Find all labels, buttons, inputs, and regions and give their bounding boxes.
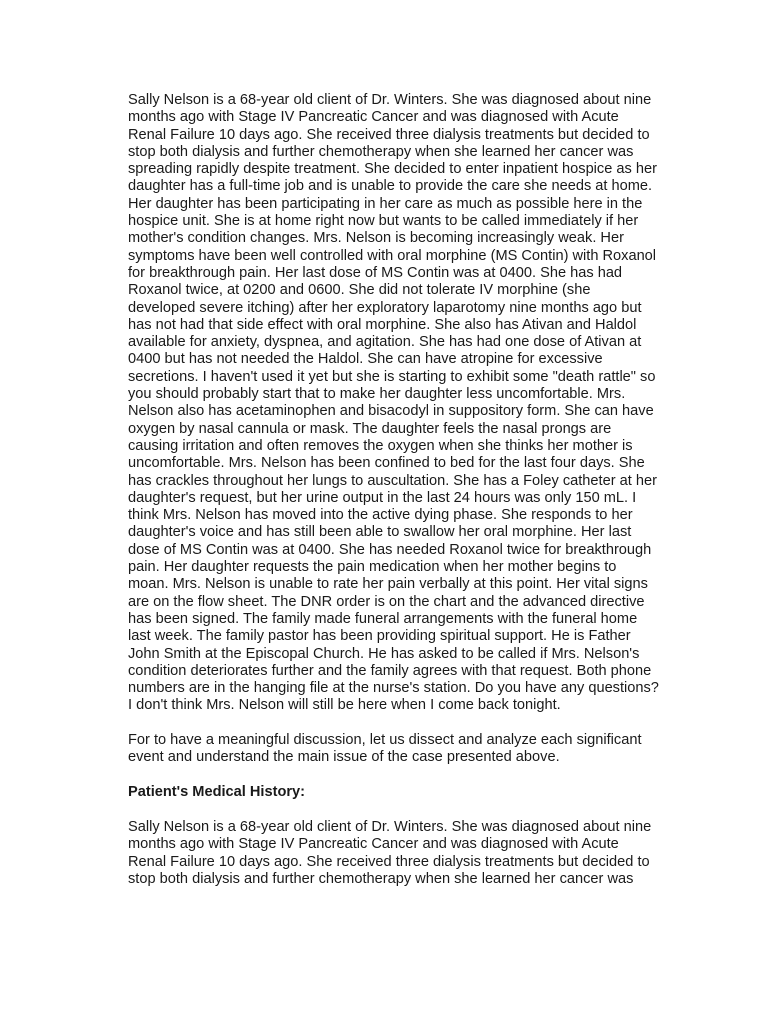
- text-line: John Smith at the Episcopal Church. He has asked to be called if Mrs. Nelson's: [128, 645, 640, 662]
- heading-text: Patient's Medical History:: [128, 784, 306, 801]
- text-line: I don't think Mrs. Nelson will still be here when I come back tonight.: [128, 697, 561, 714]
- text-line: Roxanol twice, at 0200 and 0600. She did not tolerate IV morphine (she: [128, 282, 591, 299]
- text-line: Nelson also has acetaminophen and bisacodyl in suppository form. She can have: [128, 403, 654, 420]
- text-line: daughter's voice and has still been able to swallow her oral morphine. Her last: [128, 524, 632, 541]
- text-line: hospice unit. She is at home right now but wants to be called immediately if her: [128, 213, 639, 230]
- text-line: has been signed. The family made funeral arrangements with the funeral home: [128, 610, 638, 627]
- text-line: secretions. I haven't used it yet but she is starting to exhibit some "death rattle" so: [128, 368, 656, 385]
- text-line: stop both dialysis and further chemotherapy when she learned her cancer was: [128, 143, 634, 160]
- section-heading-medical-history: [128, 784, 656, 801]
- text-line: event and understand the main issue of the case presented above.: [128, 749, 560, 766]
- text-line: pain. Her daughter requests the pain medication when her mother begins to: [128, 559, 617, 576]
- paragraph-gap: [128, 802, 656, 820]
- text-line: you should probably start that to make her daughter less uncomfortable. Mrs.: [128, 386, 626, 403]
- paragraph-gap: [128, 715, 656, 733]
- text-line: stop both dialysis and further chemotherapy when she learned her cancer was: [128, 870, 634, 887]
- history-paragraph: [128, 819, 656, 888]
- text-line: numbers are in the hanging file at the nurse's station. Do you have any questions?: [128, 680, 659, 697]
- text-line: condition deteriorates further and the family agrees with that request. Both phone: [128, 662, 652, 679]
- text-line: symptoms have been well controlled with oral morphine (MS Contin) with Roxanol: [128, 247, 657, 264]
- text-line: For to have a meaningful discussion, let us dissect and analyze each significant: [128, 732, 642, 749]
- text-line: moan. Mrs. Nelson is unable to rate her pain verbally at this point. Her vital signs: [128, 576, 648, 593]
- text-line: Her daughter has been participating in her care as much as possible here in the: [128, 195, 643, 212]
- document-page: [128, 92, 659, 888]
- text-line: has not had that side effect with oral morphine. She also has Ativan and Haldol: [128, 316, 637, 333]
- text-line: think Mrs. Nelson has moved into the active dying phase. She responds to her: [128, 507, 633, 524]
- text-line: months ago with Stage IV Pancreatic Cancer and was diagnosed with Acute: [128, 109, 619, 126]
- text-line: developed severe itching) after her exploratory laparotomy nine months ago but: [128, 299, 642, 316]
- text-line: months ago with Stage IV Pancreatic Cancer and was diagnosed with Acute: [128, 836, 619, 853]
- text-line: mother's condition changes. Mrs. Nelson is becoming increasingly weak. Her: [128, 230, 624, 247]
- text-line: Renal Failure 10 days ago. She received three dialysis treatments but decided to: [128, 126, 650, 143]
- case-paragraph: [128, 92, 659, 715]
- text-line: uncomfortable. Mrs. Nelson has been confined to bed for the last four days. She: [128, 455, 645, 472]
- text-line: spreading rapidly despite treatment. She decided to enter inpatient hospice as her: [128, 161, 657, 178]
- text-line: daughter has a full-time job and is unable to provide the care she needs at home.: [128, 178, 653, 195]
- text-line: daughter's request, but her urine output in the last 24 hours was only 150 mL. I: [128, 489, 637, 506]
- text-line: last week. The family pastor has been providing spiritual support. He is Father: [128, 628, 631, 645]
- discussion-paragraph: [128, 732, 656, 767]
- text-line: oxygen by nasal cannula or mask. The daughter feels the nasal prongs are: [128, 420, 612, 437]
- paragraph-gap: [128, 767, 656, 785]
- text-line: dose of MS Contin was at 0400. She has needed Roxanol twice for breakthrough: [128, 541, 652, 558]
- text-line: causing irritation and often removes the oxygen when she thinks her mother is: [128, 437, 633, 454]
- text-line: Sally Nelson is a 68-year old client of Dr. Winters. She was diagnosed about nine: [128, 819, 652, 836]
- text-line: Renal Failure 10 days ago. She received three dialysis treatments but decided to: [128, 853, 650, 870]
- text-line: available for anxiety, dyspnea, and agitation. She has had one dose of Ativan at: [128, 334, 642, 351]
- text-line: for breakthrough pain. Her last dose of MS Contin was at 0400. She has had: [128, 264, 623, 281]
- text-line: are on the flow sheet. The DNR order is on the chart and the advanced directive: [128, 593, 645, 610]
- text-line: Sally Nelson is a 68-year old client of Dr. Winters. She was diagnosed about nine: [128, 92, 652, 108]
- text-line: 0400 but has not needed the Haldol. She can have atropine for excessive: [128, 351, 603, 368]
- text-line: has crackles throughout her lungs to auscultation. She has a Foley catheter at her: [128, 472, 657, 489]
